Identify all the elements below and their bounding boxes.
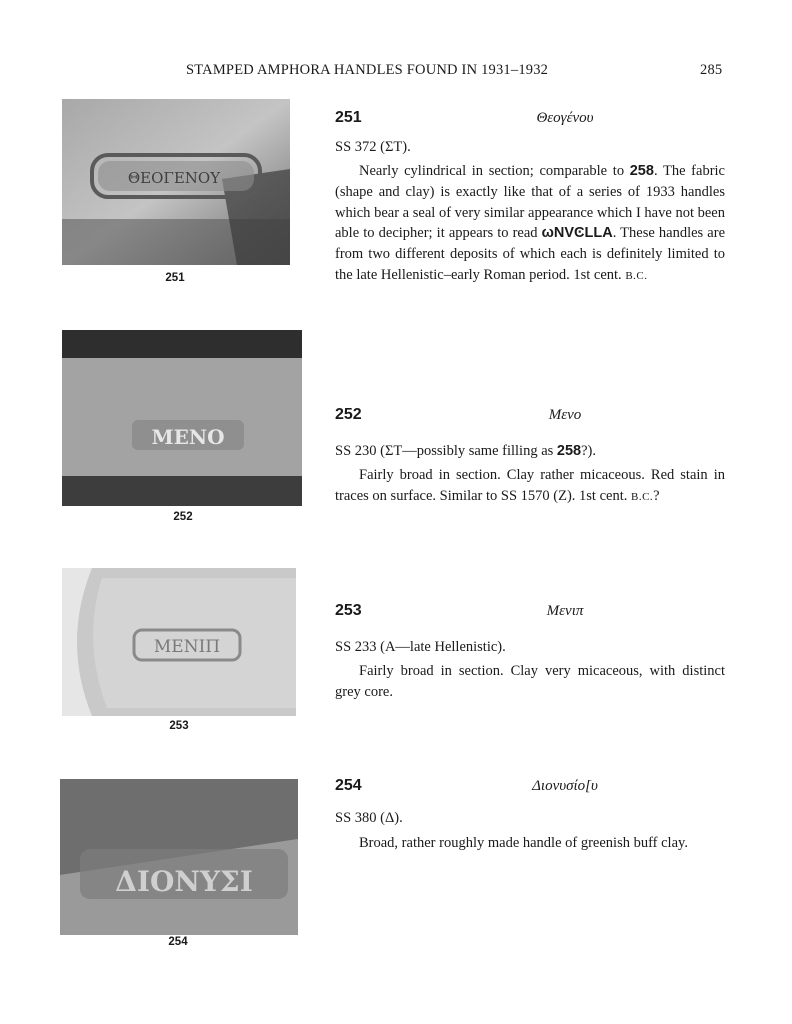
catalog-reference: SS 230 (ΣΤ—possibly same filling as 258?). — [335, 443, 597, 459]
catalog-reference: SS 233 (Α—late Hellenistic). — [335, 639, 506, 655]
entry-253 — [335, 602, 725, 712]
figure-254-caption: 254 — [168, 936, 188, 948]
page-number: 285 — [700, 62, 723, 78]
era-abbrev: B.C. — [630, 490, 654, 503]
catalog-reference: SS 380 (Δ). — [335, 810, 403, 826]
entry-number: 252 — [335, 406, 362, 423]
figure-253-photo — [62, 568, 296, 716]
svg-text:ΜΕΝΙΠ: ΜΕΝΙΠ — [153, 637, 221, 657]
figure-254-photo — [60, 779, 298, 935]
svg-text:ΘΕΟΓΕΝΟΥ: ΘΕΟΓΕΝΟΥ — [127, 169, 221, 187]
entry-251 — [335, 109, 725, 329]
entry-254 — [335, 777, 725, 887]
cross-reference: 258 — [556, 443, 582, 459]
greek-inscription: Θεογένου — [536, 110, 594, 126]
figure-252-photo — [62, 330, 302, 506]
entry-number: 251 — [335, 109, 362, 126]
entry-description: Fairly broad in section. Clay very micaceous, with distinct grey core. — [335, 663, 725, 700]
entry-252 — [335, 406, 725, 536]
entry-description: Nearly cylindrical in section; comparable to 258. The fabric (shape and clay) is exactly like that of a series of 1933 handles which bear a seal of very similar appearance which I have not been able to decipher; it appears to read ωNVϾLLA. These handles are from two different deposits of which each is definitely limited to the late Hellenistic–early Roman period. 1st cent. B.C. — [335, 163, 726, 283]
figure-253-caption: 253 — [169, 720, 189, 732]
entry-number: 254 — [335, 777, 362, 794]
seal-reading: ωNVϾLLA — [541, 225, 613, 242]
catalog-reference: SS 372 (ΣΤ). — [335, 139, 411, 155]
figure-251-photo — [62, 99, 290, 265]
figure-251-caption: 251 — [165, 272, 185, 284]
figure-252-caption: 252 — [173, 511, 193, 523]
svg-text:ΔΙΟΝΥΣΙ: ΔΙΟΝΥΣΙ — [115, 865, 253, 898]
cross-reference: 258 — [629, 163, 654, 179]
running-header — [0, 62, 792, 82]
entry-description: Broad, rather roughly made handle of greenish buff clay. — [359, 835, 688, 851]
entry-number: 253 — [335, 602, 362, 619]
greek-inscription: Διονυσίο[υ — [532, 778, 598, 794]
entry-description: Fairly broad in section. Clay rather micaceous. Red stain in traces on surface. Similar to SS 1570 (Ζ). 1st cent. B.C.? — [335, 467, 725, 504]
running-title: STAMPED AMPHORA HANDLES FOUND IN 1931–1932 — [186, 62, 549, 78]
svg-text:ΜΕΝΟ: ΜΕΝΟ — [151, 425, 225, 449]
era-abbrev: B.C. — [625, 269, 648, 282]
greek-inscription: Μενο — [548, 407, 582, 423]
greek-inscription: Μενιπ — [546, 603, 584, 619]
